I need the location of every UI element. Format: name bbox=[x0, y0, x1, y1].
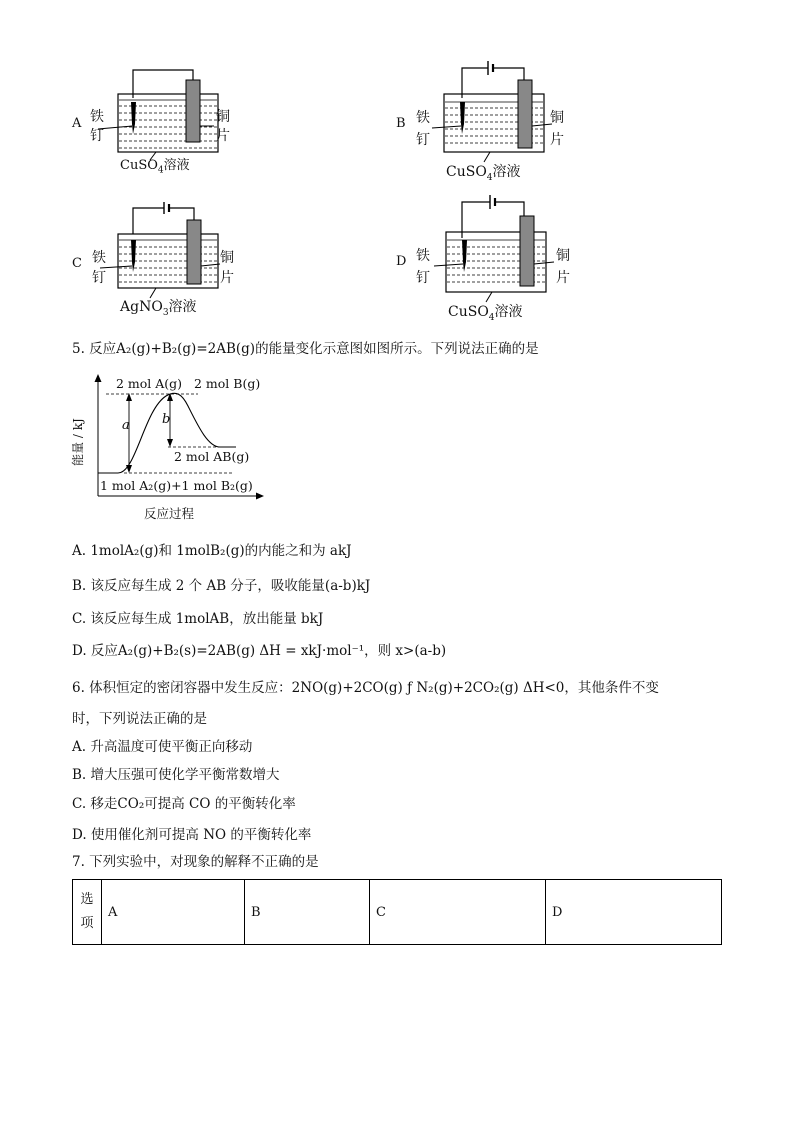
apparatus-letter: C bbox=[72, 256, 82, 271]
right-label-top: 铜 bbox=[216, 109, 230, 125]
apparatus-letter: D bbox=[396, 254, 407, 269]
table-header-cell: D bbox=[546, 880, 722, 945]
solution-formula: CuSO bbox=[120, 158, 158, 173]
solution-formula: CuSO bbox=[446, 164, 487, 180]
solution-label bbox=[120, 158, 190, 179]
apparatus-a bbox=[70, 64, 240, 180]
right-label-bottom: 片 bbox=[220, 270, 234, 286]
apparatus-letter: B bbox=[396, 116, 406, 131]
table-header-cell: C bbox=[370, 880, 546, 945]
solution-suffix: 溶液 bbox=[494, 304, 523, 320]
solution-suffix: 溶液 bbox=[168, 299, 197, 315]
q7-options-table bbox=[72, 879, 722, 945]
apparatus-letter: A bbox=[72, 116, 82, 131]
right-label-top: 铜 bbox=[220, 250, 234, 266]
table-header-cell: B bbox=[245, 880, 370, 945]
left-label-top: 铁 bbox=[92, 250, 106, 266]
left-label-bottom: 钉 bbox=[416, 270, 430, 286]
right-label-bottom: 片 bbox=[216, 128, 230, 144]
solution-subscript: 4 bbox=[157, 165, 164, 176]
left-label-bottom: 钉 bbox=[90, 128, 104, 144]
y-axis-label: 能量 / kJ bbox=[70, 418, 85, 466]
q6-option-c: C. 移走CO₂可提高 CO 的平衡转化率 bbox=[72, 796, 296, 812]
product-level-label: 2 mol AB(g) bbox=[174, 449, 250, 464]
q5-option-c: C. 该反应每生成 1molAB，放出能量 bkJ bbox=[72, 611, 324, 627]
reactant-level-label: 1 mol A₂(g)+1 mol B₂(g) bbox=[100, 478, 253, 493]
energy-diagram bbox=[70, 370, 278, 525]
left-label-top: 铁 bbox=[90, 109, 104, 125]
apparatus-c bbox=[70, 200, 250, 320]
left-label-bottom: 钉 bbox=[416, 132, 430, 148]
solution-formula: CuSO bbox=[448, 304, 489, 320]
q6-stem-line1: 6. 体积恒定的密闭容器中发生反应：2NO(g)+2CO(g) ƒ N₂(g)+2CO₂(g) ΔH<0，其他条件不变 bbox=[72, 680, 659, 696]
q6-option-d: D. 使用催化剂可提高 NO 的平衡转化率 bbox=[72, 827, 312, 843]
q5-option-d: D. 反应A₂(g)+B₂(s)=2AB(g) ΔH = xkJ·mol⁻¹，则 x>(a-b) bbox=[72, 643, 447, 659]
q6-stem-line2: 时，下列说法正确的是 bbox=[72, 711, 207, 727]
solution-label bbox=[446, 164, 521, 186]
solution-subscript: 4 bbox=[486, 172, 493, 183]
right-label-top: 铜 bbox=[556, 248, 570, 264]
table-header-cell: A bbox=[102, 880, 245, 945]
arrow-a-label: a bbox=[122, 418, 130, 433]
table-header-cell bbox=[73, 880, 102, 945]
header-label-top: 选 bbox=[80, 892, 94, 907]
solution-subscript: 4 bbox=[488, 312, 495, 323]
solution-formula: AgNO bbox=[120, 299, 163, 315]
left-label-top: 铁 bbox=[416, 110, 430, 126]
arrow-b-label: b bbox=[162, 412, 171, 427]
q5-stem: 5. 反应A₂(g)+B₂(g)=2AB(g)的能量变化示意图如图所示。下列说法正确的是 bbox=[72, 341, 539, 357]
left-label-bottom: 钉 bbox=[92, 270, 106, 286]
q6-option-b: B. 增大压强可使化学平衡常数增大 bbox=[72, 767, 280, 783]
x-axis-label: 反应过程 bbox=[144, 506, 195, 521]
q5-option-a: A. 1molA₂(g)和 1molB₂(g)的内能之和为 akJ bbox=[72, 543, 352, 559]
right-label-top: 铜 bbox=[550, 110, 564, 126]
right-label-bottom: 片 bbox=[550, 132, 564, 148]
header-label-bottom: 项 bbox=[80, 916, 94, 931]
solution-label bbox=[120, 299, 197, 321]
right-label-bottom: 片 bbox=[556, 270, 570, 286]
solution-suffix: 溶液 bbox=[163, 158, 190, 173]
q5-option-b: B. 该反应每生成 2 个 AB 分子，吸收能量(a-b)kJ bbox=[72, 578, 371, 594]
apparatus-b bbox=[392, 58, 582, 186]
solution-suffix: 溶液 bbox=[492, 164, 521, 180]
apparatus-d bbox=[392, 192, 582, 326]
q6-option-a: A. 升高温度可使平衡正向移动 bbox=[72, 739, 253, 755]
solution-label bbox=[448, 304, 523, 326]
q7-stem: 7. 下列实验中，对现象的解释不正确的是 bbox=[72, 854, 319, 870]
left-label-top: 铁 bbox=[416, 248, 430, 264]
solution-subscript: 3 bbox=[162, 307, 169, 318]
energy-diagram-drawing bbox=[78, 370, 278, 525]
table-row bbox=[73, 880, 722, 945]
top-level-label: 2 mol A(g) 2 mol B(g) bbox=[116, 376, 261, 391]
